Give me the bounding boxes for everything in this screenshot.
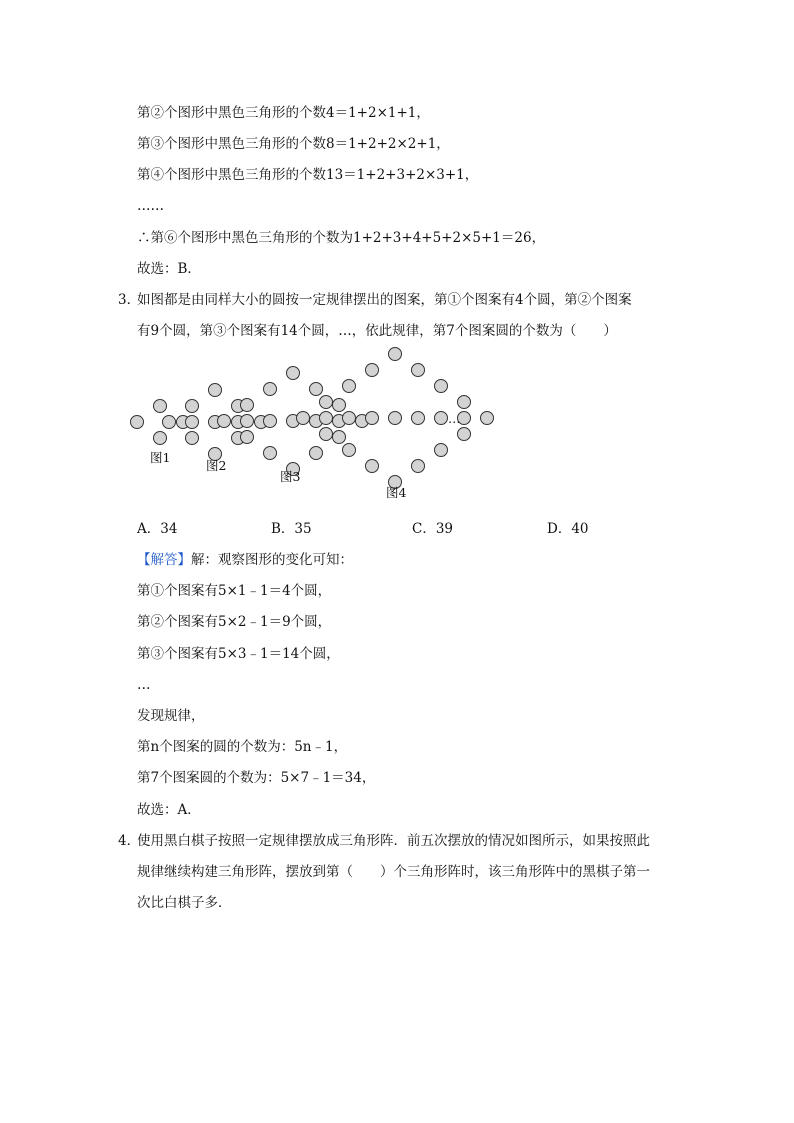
option-d-value: 40 xyxy=(571,521,589,537)
pattern-2-circle xyxy=(186,400,199,413)
pattern-4-circle xyxy=(458,396,471,409)
answer-header xyxy=(137,551,353,569)
option-b xyxy=(271,520,312,538)
option-b-letter: B． xyxy=(271,521,295,537)
pattern-4-circle xyxy=(343,444,356,457)
pattern-4-circle xyxy=(412,460,425,473)
question-4-text-line-3: 次比白棋子多． xyxy=(137,895,232,911)
option-a-value: 34 xyxy=(160,521,178,537)
option-c-letter: C． xyxy=(412,521,436,537)
pattern-3-circle xyxy=(264,447,277,460)
option-c xyxy=(412,520,453,538)
pattern-4-circle xyxy=(389,348,402,361)
solution-line-1: 第①个图案有5×1﹣1＝4个圆， xyxy=(137,583,332,599)
pattern-4-circle xyxy=(412,364,425,377)
solution-line-6: 第n个图案的圆的个数为：5n﹣1， xyxy=(137,739,348,755)
pattern-1-circle xyxy=(154,400,167,413)
figure-ellipsis: … xyxy=(448,411,461,426)
prev-solution-answer: 故选：B． xyxy=(137,261,201,277)
prev-solution-line-5: ∴第⑥个图形中黑色三角形的个数为1+2+3+4+5+2×5+1＝26， xyxy=(137,230,546,246)
option-b-value: 35 xyxy=(294,521,312,537)
pattern-3-circle xyxy=(310,447,323,460)
pattern-4-circle xyxy=(320,428,333,441)
solution-line-5: 发现规律， xyxy=(137,708,205,724)
pattern-4-circle xyxy=(458,428,471,441)
pattern-2-circle xyxy=(186,432,199,445)
pattern-1-circle xyxy=(154,432,167,445)
pattern-4-circle xyxy=(389,412,402,425)
figure-label-4: 图4 xyxy=(386,485,407,500)
answer-tag: 【解答】 xyxy=(137,552,191,568)
solution-line-3: 第③个图案有5×3﹣1＝14个圆， xyxy=(137,646,340,662)
solution-line-7: 第7个图案圆的个数为：5×7﹣1＝34， xyxy=(137,770,376,786)
pattern-4-circle xyxy=(320,412,333,425)
solution-ellipsis: … xyxy=(137,677,151,693)
prev-solution-line-1: 第②个图形中黑色三角形的个数4＝1+2×1+1， xyxy=(137,105,430,121)
pattern-3-circle xyxy=(241,399,254,412)
pattern-2-circle xyxy=(163,416,176,429)
pattern-3-circle xyxy=(333,399,346,412)
question-3-text-line-2: 有9个圆，第③个图案有14个圆，…，依此规律，第7个图案圆的个数为（ ） xyxy=(137,323,617,339)
pattern-4-circle xyxy=(366,364,379,377)
pattern-1-circle xyxy=(131,416,144,429)
pattern-3-circle xyxy=(218,415,231,428)
option-d xyxy=(547,520,589,538)
solution-line-2: 第②个图案有5×2﹣1＝9个圆， xyxy=(137,614,332,630)
pattern-3-circle xyxy=(241,431,254,444)
figure-label-2: 图2 xyxy=(206,458,227,473)
pattern-4-circle xyxy=(435,444,448,457)
prev-solution-line-3: 第④个图形中黑色三角形的个数13＝1+2+3+2×3+1， xyxy=(137,167,479,183)
pattern-3-circle xyxy=(333,431,346,444)
figure-label-1: 图1 xyxy=(150,450,171,465)
pattern-4-circle xyxy=(435,412,448,425)
question-4-number: 4． xyxy=(118,833,141,849)
pattern-4-circle xyxy=(297,412,310,425)
answer-intro: 解：观察图形的变化可知： xyxy=(191,552,353,568)
question-3-text-line-1: 如图都是由同样大小的圆按一定规律摆出的图案，第①个图案有4个圆，第②个图案 xyxy=(137,292,632,308)
pattern-4-circle xyxy=(343,380,356,393)
pattern-4-circle xyxy=(366,460,379,473)
pattern-3-circle xyxy=(264,383,277,396)
pattern-2-circle xyxy=(209,384,222,397)
pattern-3-circle xyxy=(310,383,323,396)
question-4-text-line-1: 使用黑白棋子按照一定规律摆放成三角形阵．前五次摆放的情况如图所示，如果按照此 xyxy=(137,833,650,849)
circle-patterns-figure xyxy=(0,0,794,520)
option-a xyxy=(137,520,177,538)
option-c-value: 39 xyxy=(435,521,454,537)
pattern-4-circle xyxy=(481,412,494,425)
pattern-4-circle xyxy=(412,412,425,425)
question-3-number: 3． xyxy=(118,292,141,308)
pattern-4-circle xyxy=(343,412,356,425)
pattern-4-circle xyxy=(320,396,333,409)
solution-answer: 故选：A． xyxy=(137,802,201,818)
option-d-letter: D． xyxy=(547,521,572,537)
pattern-4-circle xyxy=(366,412,379,425)
pattern-3-circle xyxy=(264,415,277,428)
prev-solution-line-2: 第③个图形中黑色三角形的个数8＝1+2+2×2+1， xyxy=(137,136,450,152)
pattern-3-circle xyxy=(287,367,300,380)
pattern-4-circle xyxy=(435,380,448,393)
pattern-3-circle xyxy=(241,415,254,428)
option-a-letter: A． xyxy=(137,521,161,537)
pattern-2-circle xyxy=(186,416,199,429)
figure-label-3: 图3 xyxy=(280,469,301,484)
question-4-text-line-2: 规律继续构建三角形阵，摆放到第（ ）个三角形阵时，该三角形阵中的黑棋子第一 xyxy=(137,864,650,880)
prev-solution-ellipsis: …… xyxy=(137,198,164,214)
